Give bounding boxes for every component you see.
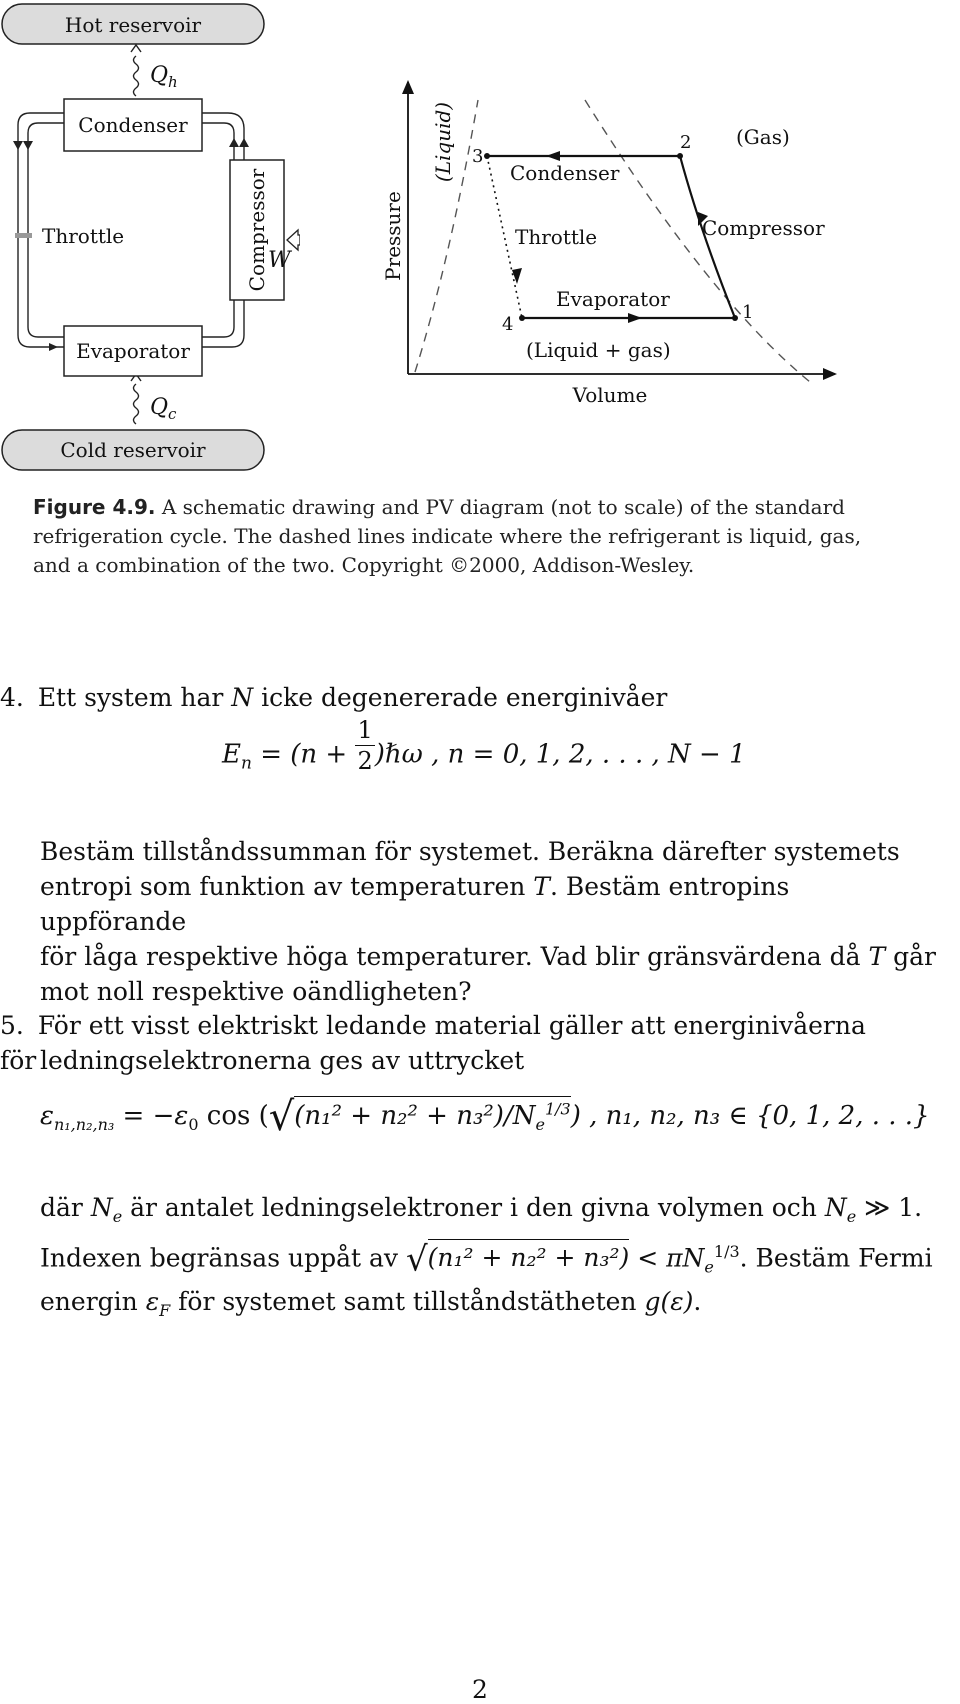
figure-caption-label: Figure 4.9.: [33, 495, 156, 519]
problem-5-body: där $N_e$ är antalet ledningselektroner i den givna volymen och $N_e$ ≫ 1. Indexen begränsas uppåt av $√(n_1^2 + n_2^2 + n_3^2) < \pi N_e^{1/3}$. Bestäm Fermi energin $\varepsilon_F$ för systemet samt tillståndstätheten g(ε).: [40, 1193, 933, 1321]
problem-4-intro: 4. Ett system har N icke degenererade energinivåer: [0, 683, 668, 712]
qh-arrow: [134, 56, 139, 96]
figure-caption-line3: and a combination of the two. Copyright ©2000, Addison-Wesley.: [33, 553, 695, 577]
point-3-label: 3: [472, 146, 484, 167]
problem-5-intro: 5. För ett visst elektriskt ledande material gäller att energinivåerna för: [0, 1011, 866, 1075]
pv-diagram: [380, 70, 850, 450]
throttle-pv-label: Throttle: [515, 225, 598, 249]
hot-reservoir-label: Hot reservoir: [64, 13, 202, 37]
qc-arrow: [134, 384, 139, 424]
condenser-label: Condenser: [78, 113, 188, 137]
liquid-gas-label: (Liquid + gas): [526, 338, 671, 362]
liquid-label: (Liquid): [431, 101, 455, 183]
point-2-label: 2: [680, 132, 692, 153]
problem-5-number: 5.: [0, 1011, 24, 1040]
condenser-pv-label: Condenser: [510, 161, 620, 185]
problem-4-equation: $E_n = (n$ + $\frac{1}{2}$ )ℏω , n = 0, 1, 2, . . . , N − 1: [222, 716, 746, 775]
figure-caption: [33, 493, 913, 580]
qc-label: $Q_c$: [150, 395, 177, 423]
point-4-label: 4: [502, 314, 514, 335]
cold-reservoir-label: Cold reservoir: [60, 438, 206, 462]
figure-caption-line2: refrigeration cycle. The dashed lines indicate where the refrigerant is liquid, gas,: [33, 524, 862, 548]
problem-5-line2: ledningselektronerna ges av uttrycket: [40, 1046, 525, 1075]
volume-label: Volume: [572, 383, 648, 407]
work-arrow: [287, 230, 300, 250]
compressor-pv-label: Compressor: [702, 216, 825, 240]
point-1-label: 1: [742, 302, 754, 323]
gas-label: (Gas): [736, 125, 790, 149]
page-number: 2: [472, 1675, 488, 1704]
throttle-label: Throttle: [42, 224, 125, 248]
qh-label: $Q_h$: [150, 63, 178, 91]
evaporator-label: Evaporator: [76, 339, 190, 363]
work-label: W: [268, 248, 291, 273]
evaporator-pv-label: Evaporator: [556, 287, 670, 311]
problem-4-body: Bestäm tillståndssumman för systemet. Beräkna därefter systemets entropi som funktion av temperaturen T. Bestäm entropins uppförande för låga respektive höga temperaturer. Vad blir gränsvärdena då T går mot noll respektive oändligheten?: [40, 837, 936, 1006]
problem-5-equation: $\varepsilon_{n_1,n_2,n_3} = -\varepsilon_0$ $\cos (√(n_1^2 + n_2^2 + n_3^2)/N_e^{1/3})$ , n₁, n₂, n₃ ∈ {0, 1, 2, . . .}: [40, 1094, 930, 1140]
pressure-label: Pressure: [381, 191, 405, 281]
throttle-marker: [15, 233, 32, 238]
compressor-label: Compressor: [245, 168, 269, 292]
refrigerator-schematic: [0, 0, 300, 480]
problem-4-number: 4.: [0, 683, 24, 712]
figure-caption-line1: A schematic drawing and PV diagram (not to scale) of the standard: [161, 495, 845, 519]
